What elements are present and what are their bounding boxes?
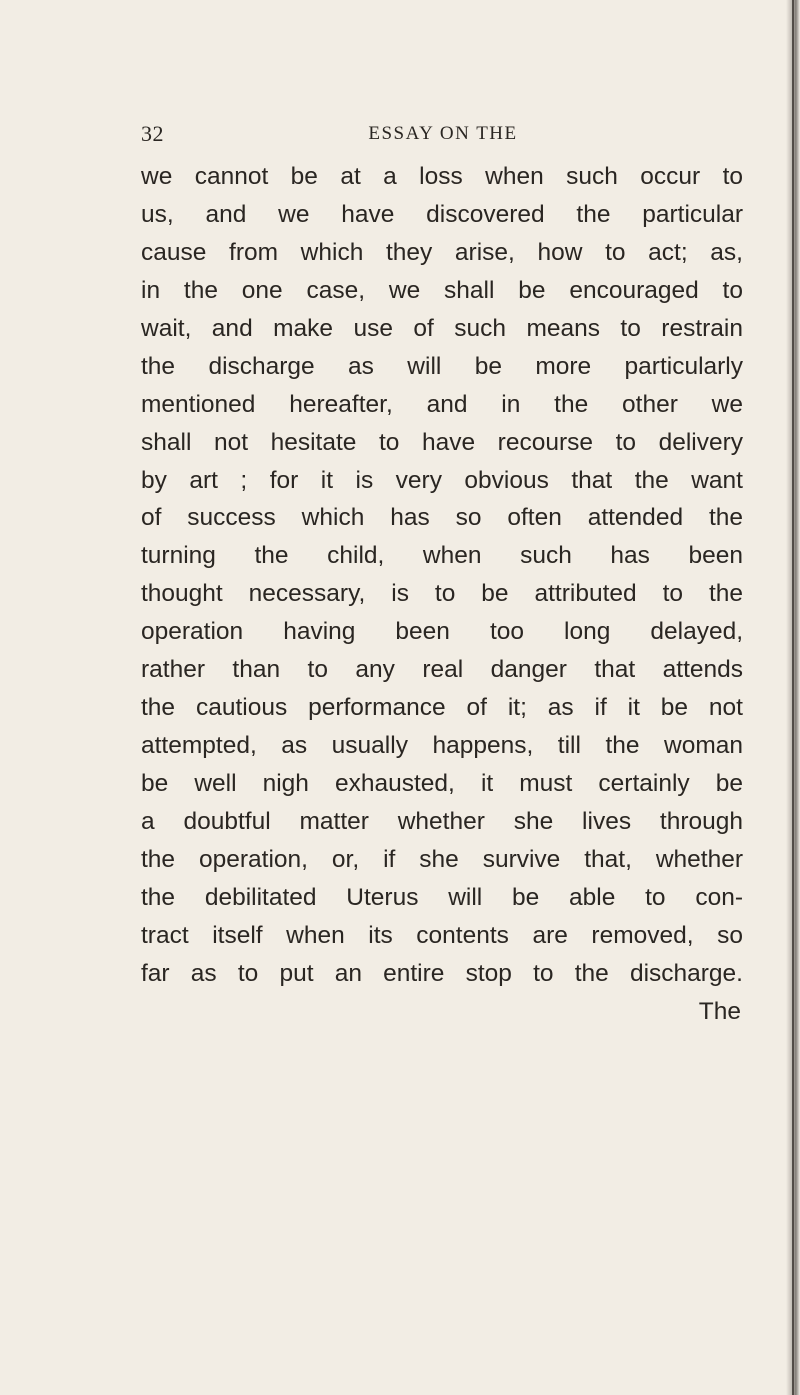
text-line: mentioned hereafter, and in the other we	[141, 390, 743, 418]
text-line: be well nigh exhausted, it must certainly be	[141, 770, 743, 797]
text-line: tract itself when its contents are removed, so	[141, 921, 743, 949]
page-edge-line	[792, 0, 794, 1395]
catchword: The	[698, 997, 741, 1025]
text-line: wait, and make use of such means to restrain	[141, 314, 743, 342]
text-line: we cannot be at a loss when such occur to	[141, 163, 743, 190]
page-header	[141, 121, 745, 151]
text-line: of success which has so often attended the	[141, 504, 743, 532]
text-line: attempted, as usually happens, till the woman	[141, 732, 743, 760]
text-line: shall not hesitate to have recourse to delivery	[141, 428, 743, 456]
text-line: the operation, or, if she survive that, whether	[141, 845, 743, 873]
text-line: in the one case, we shall be encouraged to	[141, 276, 743, 304]
text-line: a doubtful matter whether she lives through	[141, 807, 743, 835]
text-line: far as to put an entire stop to the discharge.	[141, 959, 743, 987]
body-text	[141, 158, 743, 1031]
text-line: thought necessary, is to be attributed to the	[141, 580, 743, 608]
text-line: rather than to any real danger that attends	[141, 656, 743, 684]
text-line: the cautious performance of it; as if it be not	[141, 694, 743, 722]
text-line: the debilitated Uterus will be able to con-	[141, 883, 743, 911]
page-number: 32	[141, 121, 164, 146]
text-line: cause from which they arise, how to act; as,	[141, 238, 743, 266]
text-line: the discharge as will be more particularly	[141, 352, 743, 380]
text-line: turning the child, when such has been	[141, 542, 743, 570]
text-line: operation having been too long delayed,	[141, 618, 743, 646]
text-line: us, and we have discovered the particular	[141, 200, 743, 228]
running-head: ESSAY ON THE	[368, 123, 518, 144]
text-line: by art ; for it is very obvious that the want	[141, 466, 743, 494]
